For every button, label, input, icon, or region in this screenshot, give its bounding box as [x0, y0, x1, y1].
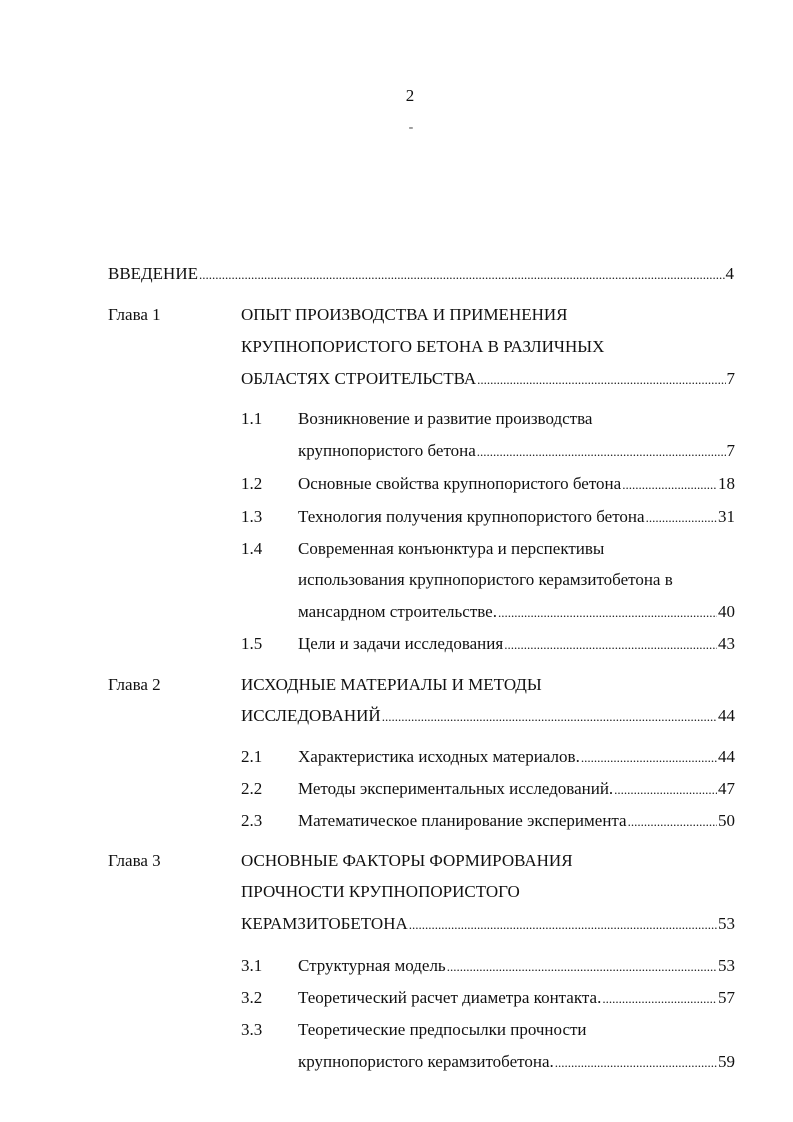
- section-title-line: Методы экспериментальных исследований.: [298, 779, 614, 798]
- section-number: 1.5: [241, 634, 263, 653]
- dot-leader: [498, 603, 717, 623]
- toc-page-number: 40: [718, 602, 735, 621]
- toc-entry-title: ВВЕДЕНИЕ: [108, 264, 198, 283]
- chapter-title-line: КРУПНОПОРИСТОГО БЕТОНА В РАЗЛИЧНЫХ: [241, 337, 605, 356]
- section-title-line: Возникновение и развитие производства: [298, 409, 593, 428]
- section-number: 1.3: [241, 507, 263, 526]
- chapter-title-last-line: [241, 369, 735, 390]
- toc-page-number: 53: [718, 914, 735, 933]
- section-title-line: Основные свойства крупнопористого бетона: [298, 474, 622, 493]
- section-last-line: [298, 634, 735, 655]
- toc-page-number: 4: [725, 264, 734, 283]
- section-number: 2.1: [241, 747, 263, 766]
- dot-leader: [602, 989, 717, 1009]
- toc-page-number: 7: [726, 369, 735, 388]
- section-number: 1.2: [241, 474, 263, 493]
- section-last-line: [298, 1052, 735, 1073]
- section-number: 1.1: [241, 409, 263, 428]
- section-last-line: [298, 811, 735, 832]
- dot-leader: [382, 707, 717, 727]
- page-number: 2: [405, 86, 415, 105]
- toc-page-number: 53: [718, 956, 735, 975]
- section-title-line: мансардном строительстве.: [298, 602, 497, 621]
- chapter-label: Глава 2: [108, 675, 161, 694]
- dot-leader: [447, 957, 717, 977]
- dot-leader: [555, 1053, 717, 1073]
- dot-leader: [409, 915, 717, 935]
- dot-leader: [477, 442, 726, 462]
- chapter-title-line: ПРОЧНОСТИ КРУПНОПОРИСТОГО: [241, 882, 520, 901]
- chapter-title-line: ОБЛАСТЯХ СТРОИТЕЛЬСТВА: [241, 369, 477, 388]
- section-last-line: [298, 507, 735, 528]
- chapter-title-line: ИССЛЕДОВАНИЙ: [241, 706, 381, 725]
- section-last-line: [298, 779, 735, 800]
- section-title-line: крупнопористого бетона: [298, 441, 476, 460]
- toc-page-number: 31: [718, 507, 735, 526]
- section-number: 1.4: [241, 539, 263, 558]
- chapter-title-last-line: [241, 706, 735, 727]
- chapter-label: Глава 1: [108, 305, 161, 324]
- dot-leader: [614, 780, 717, 800]
- section-title-line: Технология получения крупнопористого бетона: [298, 507, 645, 526]
- section-title-line: Цели и задачи исследования: [298, 634, 504, 653]
- section-title-line: Современная конъюнктура и перспективы: [298, 539, 605, 558]
- dot-leader: [477, 370, 725, 390]
- page-dash: -: [408, 120, 414, 135]
- toc-page-number: 18: [718, 474, 735, 493]
- dot-leader: [646, 508, 717, 528]
- section-last-line: [298, 474, 735, 495]
- dot-leader: [581, 748, 717, 768]
- dot-leader: [628, 812, 717, 832]
- toc-page-number: 50: [718, 811, 735, 830]
- dot-leader: [199, 265, 725, 285]
- section-number: 2.3: [241, 811, 263, 830]
- section-title-line: Структурная модель: [298, 956, 446, 975]
- toc-page-number: 47: [718, 779, 735, 798]
- toc-page-number: 44: [718, 706, 735, 725]
- section-last-line: [298, 988, 735, 1009]
- section-title-line: Математическое планирование эксперимента: [298, 811, 627, 830]
- dot-leader: [622, 475, 717, 495]
- section-number: 3.2: [241, 988, 263, 1007]
- toc-page-number: 59: [718, 1052, 735, 1071]
- toc-page-number: 57: [718, 988, 735, 1007]
- section-number: 3.1: [241, 956, 263, 975]
- toc-page-number: 44: [718, 747, 735, 766]
- section-title-line: Характеристика исходных материалов.: [298, 747, 580, 766]
- dot-leader: [504, 635, 717, 655]
- chapter-title-line: ОСНОВНЫЕ ФАКТОРЫ ФОРМИРОВАНИЯ: [241, 851, 573, 870]
- section-last-line: [298, 747, 735, 768]
- chapter-title-line: КЕРАМЗИТОБЕТОНА: [241, 914, 408, 933]
- chapter-title-last-line: [241, 914, 735, 935]
- section-last-line: [298, 956, 735, 977]
- toc-page-number: 43: [718, 634, 735, 653]
- section-title-line: Теоретические предпосылки прочности: [298, 1020, 587, 1039]
- toc-entry-introduction: [108, 264, 734, 285]
- section-number: 3.3: [241, 1020, 263, 1039]
- chapter-title-line: ИСХОДНЫЕ МАТЕРИАЛЫ И МЕТОДЫ: [241, 675, 542, 694]
- section-title-line: Теоретический расчет диаметра контакта.: [298, 988, 602, 1007]
- section-last-line: [298, 602, 735, 623]
- chapter-title-line: ОПЫТ ПРОИЗВОДСТВА И ПРИМЕНЕНИЯ: [241, 305, 568, 324]
- section-title-line: крупнопористого керамзитобетона.: [298, 1052, 554, 1071]
- section-title-line: использования крупнопористого керамзитобетона в: [298, 570, 673, 589]
- chapter-label: Глава 3: [108, 851, 161, 870]
- section-last-line: [298, 441, 735, 462]
- section-number: 2.2: [241, 779, 263, 798]
- toc-page-number: 7: [726, 441, 735, 460]
